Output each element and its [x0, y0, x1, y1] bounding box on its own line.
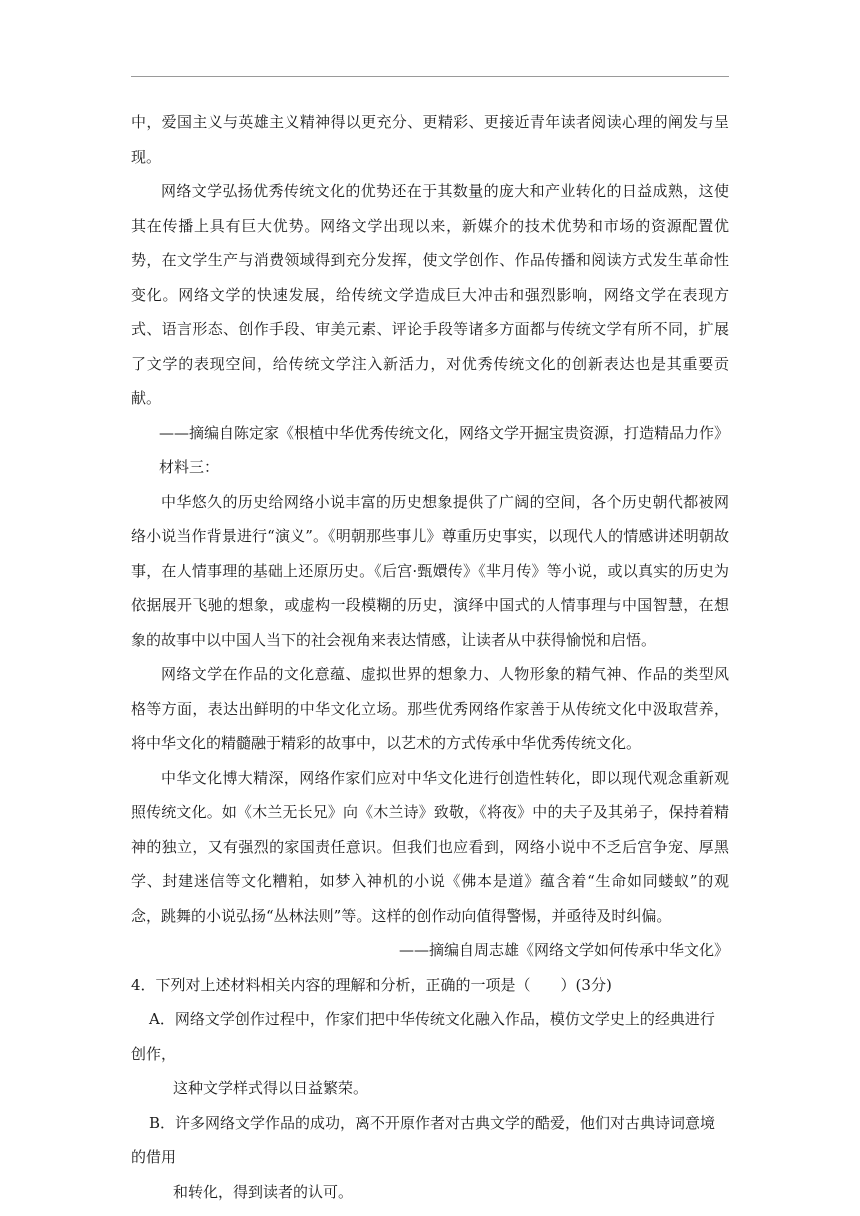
- option-b-line3: 和转化，得到读者的认可。: [173, 1182, 354, 1201]
- header-rule: [131, 76, 729, 77]
- paragraph-continuation: 中，爱国主义与英雄主义精神得以更充分、更精彩、更接近青年读者阅读心理的阐发与呈现。: [131, 113, 729, 166]
- paragraph-history-imagination: 中华悠久的历史给网络小说丰富的历史想象提供了广阔的空间，各个历史朝代都被网络小说当作背景进行“演义”。《明朝那些事儿》尊重历史事实，以现代人的情感讲述明朝故事，在人情事理的基础上还原历史。《后宫·甄嬛传》《芈月传》等小说，或以真实的历史为依据展开飞驰的想象，或虚构一段模糊的历史，演绎中国式的人情事理与中国智慧，在想象的故事中以中国人当下的社会视角来表达情感，让读者从中获得愉悦和启悟。: [131, 492, 729, 649]
- paragraph-network-literature-advantage: 网络文学弘扬优秀传统文化的优势还在于其数量的庞大和产业转化的日益成熟，这使其在传播上具有巨大优势。网络文学出现以来，新媒介的技术优势和市场的资源配置优势，在文学生产与消费领域得到充分发挥，使文学创作、作品传播和阅读方式发生革命性变化。网络文学的快速发展，给传统文学造成巨大冲击和强烈影响，网络文学在表现方式、语言形态、创作手段、审美元素、评论手段等诸多方面都与传统文学有所不同，扩展了文学的表现空间，给传统文学注入新活力，对优秀传统文化的创新表达也是其重要贡献。: [131, 182, 729, 407]
- option-a-line3: 这种文学样式得以日益繁荣。: [173, 1079, 369, 1097]
- option-b-line1: B．许多网络文学作品的成功，离不开原作者对古典文学的酷爱，他们对古典诗词意境: [149, 1113, 716, 1132]
- paragraph-cultural-stance: 网络文学在作品的文化意蕴、虚拟世界的想象力、人物形象的精气神、作品的类型风格等方面，表达出鲜明的中华文化立场。那些优秀网络作家善于从传统文化中汲取营养，将中华文化的精髓融于精彩的故事中，以艺术的方式传承中华优秀传统文化。: [131, 665, 729, 752]
- option-b-line2: 的借用: [131, 1148, 177, 1166]
- option-a-line1: A．网络文学创作过程中，作家们把中华传统文化融入作品，模仿文学史上的经典进行: [149, 1010, 715, 1028]
- paragraph-creative-transformation: 中华文化博大精深，网络作家们应对中华文化进行创造性转化，即以现代观念重新观照传统文化。如《木兰无长兄》向《木兰诗》致敬，《将夜》中的夫子及其弟子，保持着精神的独立，又有强烈的家国责任意识。但我们也应看到，网络小说中不乏后宫争宠、厚黑学、封建迷信等文化糟粕，如梦入神机的小说《佛本是道》蕴含着“生命如同蝼蚁”的观念，跳舞的小说弘扬“丛林法则”等。这样的创作动向值得警惕，并亟待及时纠偏。: [131, 768, 729, 925]
- question-stem: 4．下列对上述材料相关内容的理解和分析，正确的一项是（ ）(3分): [131, 975, 612, 994]
- citation-zhou-zhixiong: ——摘编自周志雄《网络文学如何传承中华文化》: [398, 941, 729, 959]
- citation-chen-dingjia: ——摘编自陈定家《根植中华优秀传统文化，网络文学开掘宝贵资源，打造精品力作》: [158, 423, 729, 442]
- option-a-line2: 创作，: [131, 1044, 177, 1063]
- document-body: [131, 105, 729, 1209]
- material-three-label: 材料三：: [159, 458, 220, 476]
